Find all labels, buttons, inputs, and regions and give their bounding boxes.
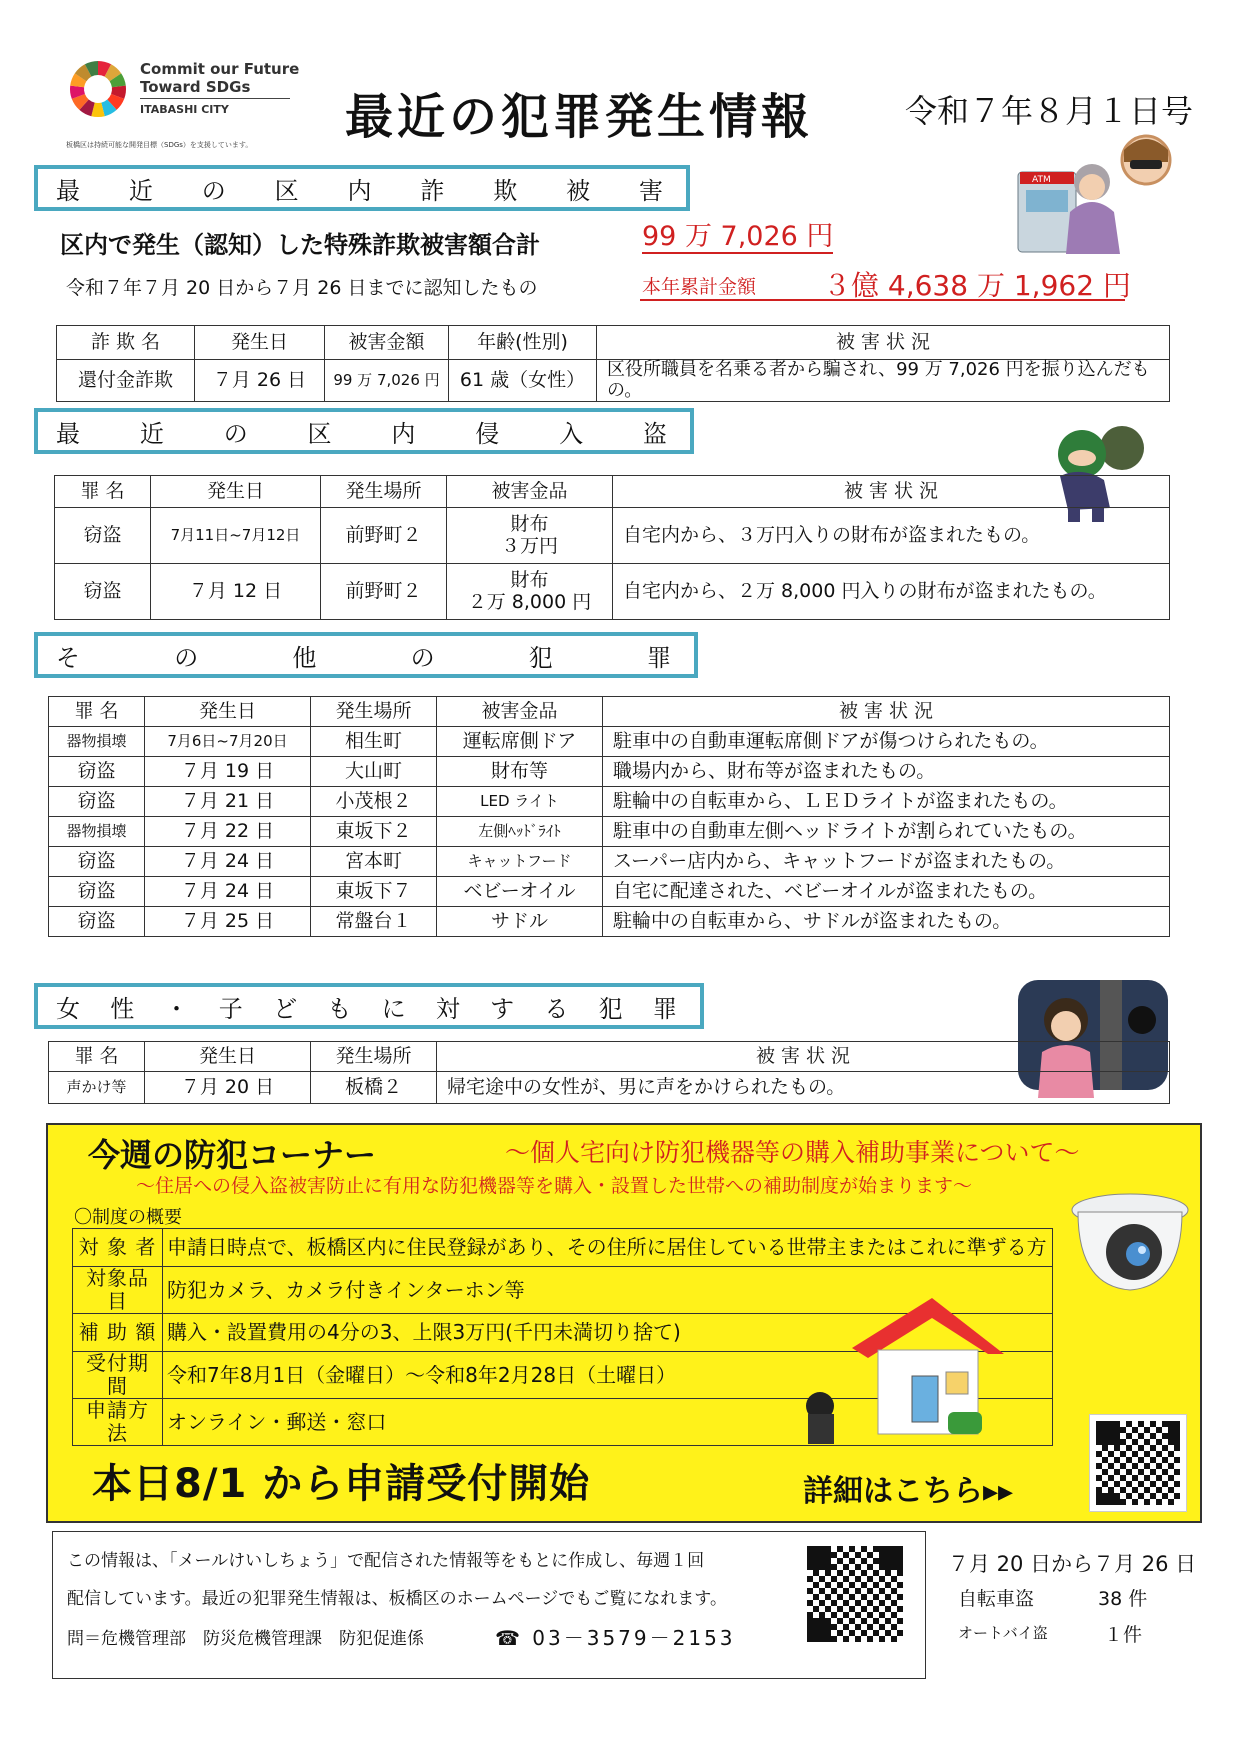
prevention-lead: ～住居への侵入盗被害防止に有用な防犯機器等を購入・設置した世帯への補助制度が始まります～ bbox=[136, 1175, 973, 1197]
column-header: 被 害 状 況 bbox=[437, 1042, 1170, 1072]
fraud-summary-label: 区内で発生（認知）した特殊詐欺被害額合計 bbox=[60, 231, 540, 259]
other-crimes-table bbox=[48, 696, 1170, 937]
section-title-other bbox=[38, 638, 694, 673]
section-title-char: の bbox=[174, 643, 200, 672]
details-link[interactable]: 詳細はこちら▸▸ bbox=[803, 1474, 1014, 1509]
cell-date: ７月 12 日 bbox=[151, 564, 321, 620]
cell-date: 7月11日~7月12日 bbox=[151, 508, 321, 564]
section-title-char: す bbox=[490, 994, 516, 1023]
footer-contact: 問＝危機管理部 防災危機管理課 防犯促進係 bbox=[67, 1629, 424, 1649]
overview-row bbox=[73, 1229, 1053, 1267]
cell-description: 自宅に配達された、ベビーオイルが盗まれたもの。 bbox=[603, 877, 1170, 907]
cell-crime: 窃盗 bbox=[55, 508, 151, 564]
cell-item: LED ライト bbox=[437, 787, 603, 817]
column-header: 発生日 bbox=[151, 476, 321, 508]
cell-item: 財布等 bbox=[437, 757, 603, 787]
issue-date: 令和７年８月１日号 bbox=[905, 92, 1194, 130]
table-row bbox=[49, 757, 1170, 787]
stats-motorcycle-label: オートバイ盗 bbox=[958, 1624, 1048, 1642]
column-header: 被害金品 bbox=[437, 697, 603, 727]
logo-note: 板橋区は持続可能な開発目標（SDGs）を支援しています。 bbox=[66, 141, 253, 149]
cell-crime: 窃盗 bbox=[49, 757, 145, 787]
section-header-fraud bbox=[34, 165, 690, 211]
overview-value: 令和7年8月1日（金曜日）～令和8年2月28日（土曜日） bbox=[163, 1352, 1053, 1399]
stats-bicycle-value: 38 件 bbox=[1098, 1588, 1148, 1610]
cell-date: ７月 24 日 bbox=[145, 877, 311, 907]
cell-crime: 還付金詐欺 bbox=[57, 360, 195, 402]
cell-location: 相生町 bbox=[311, 727, 437, 757]
cell-date: ７月 20 日 bbox=[145, 1072, 311, 1104]
overview-key: 補 助 額 bbox=[73, 1314, 163, 1352]
column-header: 被 害 状 況 bbox=[597, 326, 1170, 360]
section-title-char: 犯 bbox=[598, 994, 624, 1023]
cell-description: 職場内から、財布等が盗まれたもの。 bbox=[603, 757, 1170, 787]
section-title-char: 区 bbox=[307, 419, 333, 448]
overview-key: 受付期間 bbox=[73, 1352, 163, 1399]
stats-motorcycle-value: １件 bbox=[1104, 1624, 1143, 1646]
cell-location: 宮本町 bbox=[311, 847, 437, 877]
section-title-char: 盗 bbox=[642, 419, 668, 448]
cell-item: 運転席側ドア bbox=[437, 727, 603, 757]
ytd-label: 本年累計金額 bbox=[642, 276, 757, 298]
overview-value: 防犯カメラ、カメラ付きインターホン等 bbox=[163, 1267, 1053, 1314]
cell-date: 7月6日~7月20日 bbox=[145, 727, 311, 757]
section-title-char: の bbox=[223, 419, 249, 448]
burglary-table bbox=[54, 475, 1170, 620]
table-row bbox=[57, 360, 1170, 402]
cell-description: 駐輪中の自転車から、サドルが盗まれたもの。 bbox=[603, 907, 1170, 937]
details-qr-code[interactable] bbox=[1090, 1415, 1186, 1511]
cell-location: 前野町２ bbox=[321, 508, 447, 564]
cell-crime: 窃盗 bbox=[49, 877, 145, 907]
section-title-char: 犯 bbox=[528, 643, 554, 672]
cell-amount: 99 万 7,026 円 bbox=[325, 360, 449, 402]
section-title-char: 区 bbox=[274, 176, 300, 205]
stats-bicycle-label: 自転車盗 bbox=[958, 1588, 1035, 1610]
cell-date: ７月 25 日 bbox=[145, 907, 311, 937]
section-header-women-children bbox=[34, 983, 704, 1029]
logo-text-city: ITABASHI CITY bbox=[140, 103, 229, 116]
ytd-amount: ３億 4,638 万 1,962 円 bbox=[823, 269, 1131, 302]
cell-age: 61 歳（女性） bbox=[449, 360, 597, 402]
prevention-subtitle: ～個人宅向け防犯機器等の購入補助事業について～ bbox=[505, 1138, 1080, 1167]
table-row bbox=[55, 564, 1170, 620]
cell-description: 帰宅途中の女性が、男に声をかけられたもの。 bbox=[437, 1072, 1170, 1104]
column-header: 発生場所 bbox=[311, 1042, 437, 1072]
cell-item: サドル bbox=[437, 907, 603, 937]
section-title-char: 害 bbox=[639, 176, 664, 205]
section-title-char: 他 bbox=[292, 643, 318, 672]
atm-fraud-illustration bbox=[1010, 132, 1175, 257]
prevention-title: 今週の防犯コーナー bbox=[88, 1136, 377, 1174]
footer-line2: 配信しています。最近の犯罪発生情報は、板橋区のホームページでもご覧になれます。 bbox=[67, 1589, 727, 1609]
column-header: 発生日 bbox=[145, 1042, 311, 1072]
section-header-burglary bbox=[34, 408, 694, 454]
section-title-char: 内 bbox=[391, 419, 417, 448]
table-header-row bbox=[49, 697, 1170, 727]
table-header-row bbox=[49, 1042, 1170, 1072]
section-title-char: 近 bbox=[139, 419, 165, 448]
fraud-summary-amount: 99 万 7,026 円 bbox=[642, 221, 834, 252]
homepage-qr-code[interactable] bbox=[807, 1546, 903, 1642]
cell-description: 駐車中の自動車左側ヘッドライトが割られていたもの。 bbox=[603, 817, 1170, 847]
section-title-char: に bbox=[381, 994, 407, 1023]
section-title-burglary bbox=[38, 414, 690, 449]
cell-description: 駐輪中の自転車から、ＬＥＤライトが盗まれたもの。 bbox=[603, 787, 1170, 817]
column-header: 発生場所 bbox=[311, 697, 437, 727]
section-title-char: 内 bbox=[347, 176, 373, 205]
cell-location: 東坂下２ bbox=[311, 817, 437, 847]
page-title: 最近の犯罪発生情報 bbox=[345, 89, 814, 145]
cell-item: ベビーオイル bbox=[437, 877, 603, 907]
cell-crime: 窃盗 bbox=[49, 907, 145, 937]
table-row bbox=[49, 1072, 1170, 1104]
section-header-other bbox=[34, 632, 698, 678]
section-title-char: 罪 bbox=[652, 994, 678, 1023]
column-header: 発生日 bbox=[195, 326, 325, 360]
cell-location: 板橋２ bbox=[311, 1072, 437, 1104]
cell-description: 駐車中の自動車運転席側ドアが傷つけられたもの。 bbox=[603, 727, 1170, 757]
cell-location: 大山町 bbox=[311, 757, 437, 787]
overview-key: 対 象 者 bbox=[73, 1229, 163, 1267]
svg-text:ATM: ATM bbox=[1032, 175, 1051, 185]
section-title-char: 女 bbox=[56, 994, 81, 1023]
overview-key: 申請方法 bbox=[73, 1399, 163, 1446]
section-title-fraud bbox=[38, 171, 686, 206]
cell-date: ７月 19 日 bbox=[145, 757, 311, 787]
column-header: 被 害 状 況 bbox=[613, 476, 1170, 508]
overview-value: オンライン・郵送・窓口 bbox=[163, 1399, 1053, 1446]
cell-date: ７月 21 日 bbox=[145, 787, 311, 817]
cell-crime: 器物損壊 bbox=[49, 727, 145, 757]
section-title-char: る bbox=[544, 994, 570, 1023]
table-header-row bbox=[57, 326, 1170, 360]
column-header: 年齢(性別) bbox=[449, 326, 597, 360]
section-title-char: 性 bbox=[110, 994, 136, 1023]
logo-text-line1: Commit our Future bbox=[140, 60, 300, 78]
application-start-notice: 本日8/1 から申請受付開始 bbox=[92, 1461, 591, 1507]
section-title-char: 入 bbox=[559, 419, 585, 448]
column-header: 罪 名 bbox=[55, 476, 151, 508]
section-title-char: 被 bbox=[566, 176, 592, 205]
stats-period: ７月 20 日から７月 26 日 bbox=[948, 1552, 1197, 1576]
women-children-table bbox=[48, 1041, 1170, 1104]
fraud-period: 令和７年７月 20 日から７月 26 日までに認知したもの bbox=[66, 277, 538, 299]
section-title-char: 詐 bbox=[420, 176, 446, 205]
fraud-table bbox=[56, 325, 1170, 402]
section-title-char: の bbox=[201, 176, 227, 205]
section-title-char: 近 bbox=[128, 176, 154, 205]
section-title-char: ・ bbox=[164, 994, 190, 1023]
cell-item: 財布 ２万 8,000 円 bbox=[447, 564, 613, 620]
cell-crime: 窃盗 bbox=[49, 787, 145, 817]
footer-phone: ☎ 03－3579－2153 bbox=[495, 1626, 736, 1650]
table-header-row bbox=[55, 476, 1170, 508]
overview-value: 購入・設置費用の4分の3、上限3万円(千円未満切り捨て) bbox=[163, 1314, 1053, 1352]
cell-date: ７月 26 日 bbox=[195, 360, 325, 402]
column-header: 被害金品 bbox=[447, 476, 613, 508]
section-title-women-children bbox=[38, 989, 700, 1024]
section-title-char: も bbox=[327, 994, 353, 1023]
section-title-char: 最 bbox=[56, 176, 81, 205]
cell-location: 東坂下７ bbox=[311, 877, 437, 907]
section-title-char: そ bbox=[56, 643, 81, 672]
prevention-overview-label: 〇制度の概要 bbox=[74, 1207, 182, 1228]
column-header: 発生場所 bbox=[321, 476, 447, 508]
column-header: 被 害 状 況 bbox=[603, 697, 1170, 727]
section-title-char: 侵 bbox=[475, 419, 501, 448]
cell-location: 常盤台１ bbox=[311, 907, 437, 937]
security-camera-illustration bbox=[1068, 1190, 1192, 1298]
column-header: 発生日 bbox=[145, 697, 311, 727]
cell-item: 財布 ３万円 bbox=[447, 508, 613, 564]
section-title-char: 罪 bbox=[646, 643, 672, 672]
table-row bbox=[49, 847, 1170, 877]
column-header: 被害金額 bbox=[325, 326, 449, 360]
house-illustration bbox=[798, 1294, 1004, 1444]
cell-description: 区役所職員を名乗る者から騙され、99 万 7,026 円を振り込んだもの。 bbox=[597, 360, 1170, 402]
cell-date: ７月 22 日 bbox=[145, 817, 311, 847]
cell-crime: 声かけ等 bbox=[49, 1072, 145, 1104]
table-row bbox=[49, 727, 1170, 757]
cell-item: キャットフード bbox=[437, 847, 603, 877]
table-row bbox=[49, 877, 1170, 907]
footer-line1: この情報は、「メールけいしちょう」で配信された情報等をもとに作成し、毎週１回 bbox=[67, 1551, 705, 1571]
cell-date: ７月 24 日 bbox=[145, 847, 311, 877]
section-title-char: 欺 bbox=[493, 176, 519, 205]
logo-text-line2: Toward SDGs bbox=[140, 78, 251, 96]
cell-description: 自宅内から、３万円入りの財布が盗まれたもの。 bbox=[613, 508, 1170, 564]
section-title-char: 子 bbox=[218, 994, 244, 1023]
cell-crime: 器物損壊 bbox=[49, 817, 145, 847]
overview-value: 申請日時点で、板橋区内に住民登録があり、その住所に居住している世帯主またはこれに準ずる方 bbox=[163, 1229, 1053, 1267]
cell-location: 前野町２ bbox=[321, 564, 447, 620]
table-row bbox=[49, 817, 1170, 847]
column-header: 罪 名 bbox=[49, 697, 145, 727]
section-title-char: ど bbox=[273, 994, 299, 1023]
column-header: 詐 欺 名 bbox=[57, 326, 195, 360]
footer-box bbox=[52, 1531, 926, 1679]
cell-crime: 窃盗 bbox=[55, 564, 151, 620]
cell-description: 自宅内から、２万 8,000 円入りの財布が盗まれたもの。 bbox=[613, 564, 1170, 620]
section-title-char: の bbox=[410, 643, 436, 672]
sdgs-wheel-icon bbox=[68, 59, 128, 119]
column-header: 罪 名 bbox=[49, 1042, 145, 1072]
section-title-char: 最 bbox=[56, 419, 81, 448]
table-row bbox=[49, 907, 1170, 937]
cell-crime: 窃盗 bbox=[49, 847, 145, 877]
section-title-char: 対 bbox=[435, 994, 461, 1023]
cell-description: スーパー店内から、キャットフードが盗まれたもの。 bbox=[603, 847, 1170, 877]
table-row bbox=[55, 508, 1170, 564]
sdgs-logo bbox=[62, 55, 312, 155]
cell-item: 左側ﾍｯﾄﾞﾗｲﾄ bbox=[437, 817, 603, 847]
overview-key: 対象品目 bbox=[73, 1267, 163, 1314]
cell-location: 小茂根２ bbox=[311, 787, 437, 817]
table-row bbox=[49, 787, 1170, 817]
